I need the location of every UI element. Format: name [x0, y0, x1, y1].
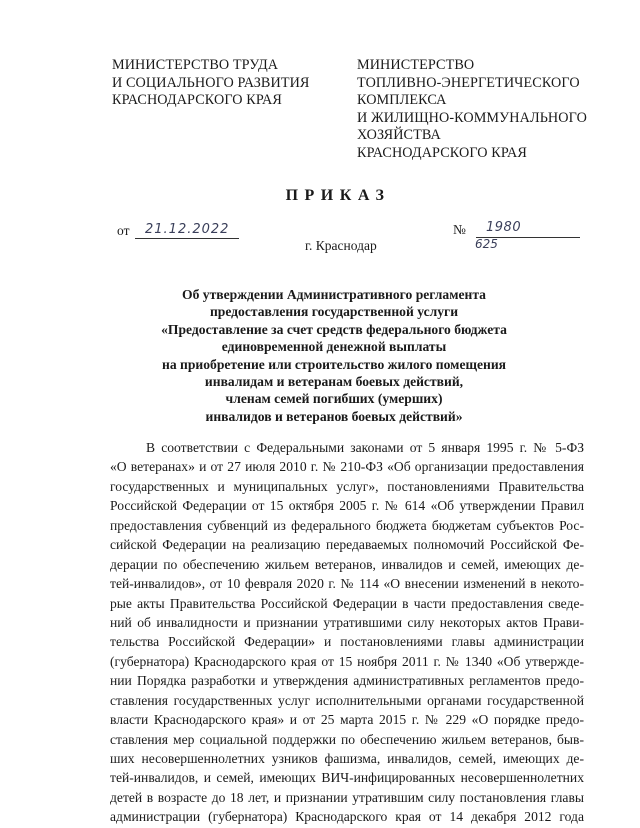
body-text-line: детей в возрасте до 18 лет, и признании утратившим силу постановления главы: [110, 789, 584, 805]
body-text-line: нии Порядка разработки и утверждения административных регламентов предо-: [110, 673, 584, 689]
ministry-right-line: ХОЗЯЙСТВА: [357, 127, 441, 143]
document-title: ПРИКАЗ: [285, 187, 391, 204]
subject-line: единовременной денежной выплаты: [221, 339, 447, 355]
body-text-line: сийской Федерации на реализацию передаваемых полномочий Российской Фе-: [110, 537, 584, 553]
body-paragraph: [110, 438, 584, 827]
body-text-line: тей-инвалидов, и семей, имеющих ВИЧ-инфицированных несовершеннолетних: [110, 770, 584, 786]
body-text-line: тей-инвалидов», от 10 февраля 2020 г. № 114 «О внесении изменений в некото-: [110, 576, 584, 592]
number-prefix: №: [453, 222, 466, 237]
subject-line: «Предоставление за счет средств федерального бюджета: [161, 321, 507, 337]
ministry-left-header: [112, 57, 310, 110]
ministry-right-header: [357, 57, 587, 162]
ministry-right-line: ТОПЛИВНО-ЭНЕРГЕТИЧЕСКОГО: [357, 74, 580, 91]
ministry-right-line: КРАСНОДАРСКОГО КРАЯ: [357, 144, 527, 161]
body-text-line: (губернатора) Краснодарского края от 15 ноября 2011 г. № 1340 «Об утвержде-: [110, 653, 584, 669]
body-text-line: В соответствии с Федеральными законами от 5 января 1995 г. № 5-ФЗ: [146, 440, 584, 455]
ministry-left-line: МИНИСТЕРСТВО ТРУДА: [112, 57, 279, 73]
subject-line: Об утверждении Административного регламента: [182, 287, 486, 302]
body-text-line: ших несовершеннолетних узников фашизма, инвалидов, семей, имеющих де-: [110, 751, 584, 766]
ministry-left-line: И СОЦИАЛЬНОГО РАЗВИТИЯ: [112, 74, 310, 91]
number-handwritten: 1980: [486, 220, 522, 235]
body-text-line: дерации по обеспечению жильем ветеранов, инвалидов и семей, имеющих де-: [110, 556, 584, 572]
date-field: [135, 222, 239, 239]
body-text-line: тельства Российской Федерации» и постановлениями главы администрации: [110, 634, 584, 650]
date-prefix: от: [117, 223, 130, 238]
body-text-line: ставления государственных услуг исполнительными органами государственной: [110, 692, 584, 708]
body-text-line: рые акты Правительства Российской Федерации в части предоставления сведе-: [110, 595, 584, 611]
subject-line: предоставления государственной услуги: [209, 304, 459, 320]
city-label: г. Краснодар: [305, 238, 377, 253]
body-text-line: власти Краснодарского края» и от 25 марта 2015 г. № 229 «О порядке предо-: [110, 712, 584, 728]
body-text-line: ставления мер социальной поддержки по обеспечению жильем ветеранов, быв-: [110, 731, 584, 747]
ministry-right-line: МИНИСТЕРСТВО: [357, 57, 475, 73]
ministry-right-line: КОМПЛЕКСА: [357, 92, 447, 108]
number-sub-handwritten: 625: [475, 237, 498, 251]
subject-line: на приобретение или строительство жилого помещения: [161, 356, 507, 372]
body-text-line: ний об инвалидности и признании утратившими силу некоторых актов Прави-: [110, 614, 584, 630]
subject-line: инвалидов и ветеранов боевых действий»: [205, 408, 463, 424]
ministry-left-line: КРАСНОДАРСКОГО КРАЯ: [112, 92, 282, 108]
number-field: [476, 221, 580, 238]
body-text-line: «О ветеранах» и от 27 июля 2010 г. № 210-ФЗ «Об организации предоставления: [110, 459, 584, 475]
body-text-line: Российской Федерации от 15 октября 2005 г. № 614 «Об утверждении Правил: [110, 498, 584, 514]
subject-line: инвалидам и ветеранам боевых действий,: [204, 374, 464, 390]
body-text-line: государственных и муниципальных услуг», постановлениями Правительства: [110, 478, 584, 494]
order-subject: [0, 286, 640, 425]
body-text-line: администрации (губернатора) Краснодарского края от 14 декабря 2012 года: [110, 809, 584, 825]
subject-line: членам семей погибших (умерших): [225, 391, 443, 407]
date-handwritten: 21.12.2022: [145, 222, 230, 237]
ministry-right-line: И ЖИЛИЩНО-КОММУНАЛЬНОГО: [357, 109, 587, 126]
body-text-line: предоставления субвенций из федерального бюджета бюджетам субъектов Рос-: [110, 517, 584, 533]
